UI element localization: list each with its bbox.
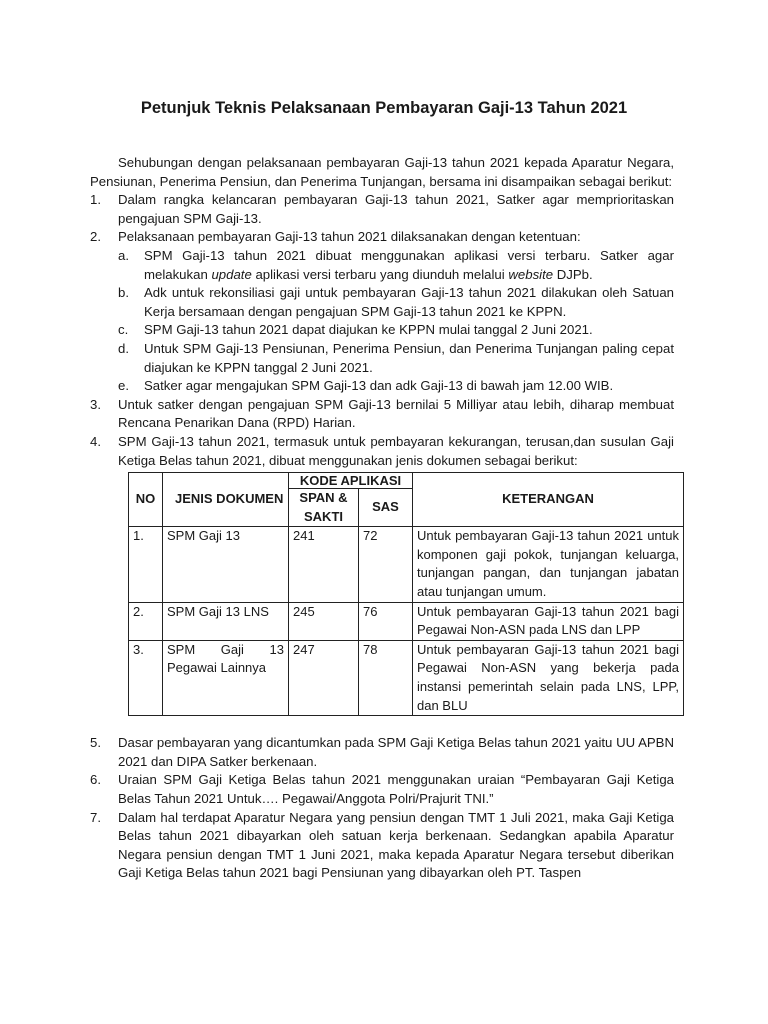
list-item [90,809,674,883]
list-item [90,396,674,433]
list-item [90,228,674,395]
list-text: SPM Gaji-13 tahun 2021, termasuk untuk pembayaran kekurangan, terusan,dan susulan Gaji Ketiga Belas tahun 2021, dibuat menggunakan jenis dokumen sebagai berikut: [118,433,674,468]
intro-paragraph: Sehubungan dengan pelaksanaan pembayaran Gaji-13 tahun 2021 kepada Aparatur Negara, Pensiunan, Penerima Pensiun, dan Penerima Tunjangan, bersama ini disampaikan sebagai berikut: [90,155,674,189]
sub-list-label: c. [118,322,129,338]
sub-text-emphasis: update [211,266,252,282]
list-number: 6. [90,772,101,788]
list-text: Untuk satker dengan pengajuan SPM Gaji-13 bernilai 5 Milliyar atau lebih, diharap membuat Rencana Penarikan Dana (RPD) Harian. [118,396,674,431]
sub-list-label: e. [118,378,129,394]
cell-sas: 76 [359,602,413,640]
table-row [129,527,684,602]
list-item-content [118,228,674,395]
sub-list-text: Untuk SPM Gaji-13 Pensiunan, Penerima Pensiun, dan Penerima Tunjangan paling cepat diajukan ke KPPN tanggal 2 Juni 2021. [144,340,674,375]
cell-sas: 78 [359,640,413,715]
cell-span: 247 [289,640,359,715]
sub-list-text: Adk untuk rekonsiliasi gaji untuk pembayaran Gaji-13 tahun 2021 dilakukan oleh Satuan Kerja bersamaan dengan pengajuan SPM Gaji-13 tahun 2021 ke KPPN. [144,285,674,319]
sub-list-item [118,340,674,377]
cell-span: 241 [289,527,359,602]
list-item [90,734,674,771]
cell-span: 245 [289,602,359,640]
document-body [90,154,679,883]
cell-jenis: SPM Gaji 13 Pegawai Lainnya [163,640,289,715]
document-title: Petunjuk Teknis Pelaksanaan Pembayaran Gaji-13 Tahun 2021 [140,99,628,117]
header-jenis-dokumen: JENIS DOKUMEN [163,473,289,527]
sub-list-text [144,247,674,284]
list-continuation [90,734,674,883]
table-row [129,602,684,640]
list-item [90,433,674,470]
cell-jenis: SPM Gaji 13 [163,527,289,602]
sub-list-text: Satker agar mengajukan SPM Gaji-13 dan adk Gaji-13 di bawah jam 12.00 WIB. [144,378,614,394]
header-no: NO [129,473,163,527]
cell-sas: 72 [359,527,413,602]
cell-keterangan: Untuk pembayaran Gaji-13 tahun 2021 bagi Pegawai Non-ASN yang bekerja pada instansi pemerintah selain pada LNS, LPP, dan BLU [413,640,684,715]
sub-text-part: aplikasi versi terbaru yang diunduh melalui [251,266,509,282]
sub-list-text: SPM Gaji-13 tahun 2021 dapat diajukan ke KPPN mulai tanggal 2 Juni 2021. [144,322,593,338]
list-number: 2. [90,229,101,245]
sub-list-item [118,284,674,321]
table-row [129,640,684,715]
sub-list-item [118,321,674,340]
cell-jenis: SPM Gaji 13 LNS [163,602,289,640]
list-number: 5. [90,735,101,751]
list-text: Dasar pembayaran yang dicantumkan pada SPM Gaji Ketiga Belas tahun 2021 yaitu UU APBN 2021 dan DIPA Satker berkenaan. [118,735,674,769]
sub-list-label: d. [118,340,129,356]
cell-no: 1. [129,527,163,602]
list-number: 4. [90,433,101,449]
cell-no: 3. [129,640,163,715]
sub-text-part: SPM Gaji-13 tahun 2021 dibuat menggunakan aplikasi versi terbaru. Satker agar melakukan [144,247,674,282]
sub-text-part: DJPb. [553,266,593,282]
sub-list-label: b. [118,285,129,301]
sub-list-label: a. [118,247,129,263]
sub-list-item [118,247,674,284]
header-sas: SAS [359,489,413,527]
list-text: Dalam rangka kelancaran pembayaran Gaji-13 tahun 2021, Satker agar memprioritaskan pengajuan SPM Gaji-13. [118,192,674,226]
cell-no: 2. [129,602,163,640]
sub-list-item [118,377,674,396]
list-number: 1. [90,192,101,208]
list-text: Pelaksanaan pembayaran Gaji-13 tahun 2021 dilaksanakan dengan ketentuan: [118,229,581,245]
sub-text-emphasis: website [508,266,554,282]
list-number: 7. [90,809,101,825]
list-item [90,771,674,808]
list-text: Dalam hal terdapat Aparatur Negara yang pensiun dengan TMT 1 Juli 2021, maka Gaji Ketiga Belas tahun 2021 dibayarkan oleh satuan kerja berkenaan. Sedangkan apabila Aparatur Negara pensiun dengan TMT 1 Juni 2021, maka kepada Aparatur Negara tersebut diberikan Gaji Ketiga Belas tahun 2021 bagi Pensiunan yang dibayarkan oleh PT. Taspen [118,809,674,881]
header-kode-aplikasi: KODE APLIKASI [289,473,413,489]
document-type-table [128,472,684,716]
list-text: Uraian SPM Gaji Ketiga Belas tahun 2021 menggunakan uraian “Pembayaran Gaji Ketiga Belas Tahun 2021 Untuk…. Pegawai/Anggota Polri/Prajurit TNI.” [118,772,674,806]
header-span-sakti: SPAN & SAKTI [289,489,359,527]
list-number: 3. [90,396,101,412]
header-keterangan: KETERANGAN [413,473,684,527]
cell-keterangan: Untuk pembayaran Gaji-13 tahun 2021 untuk komponen gaji pokok, tunjangan keluarga, tunjangan pangan, dan tunjangan jabatan atau tunjangan umum. [413,527,684,602]
cell-keterangan: Untuk pembayaran Gaji-13 tahun 2021 bagi Pegawai Non-ASN pada LNS dan LPP [413,602,684,640]
list-item [90,191,674,228]
table-header-row [129,473,684,489]
